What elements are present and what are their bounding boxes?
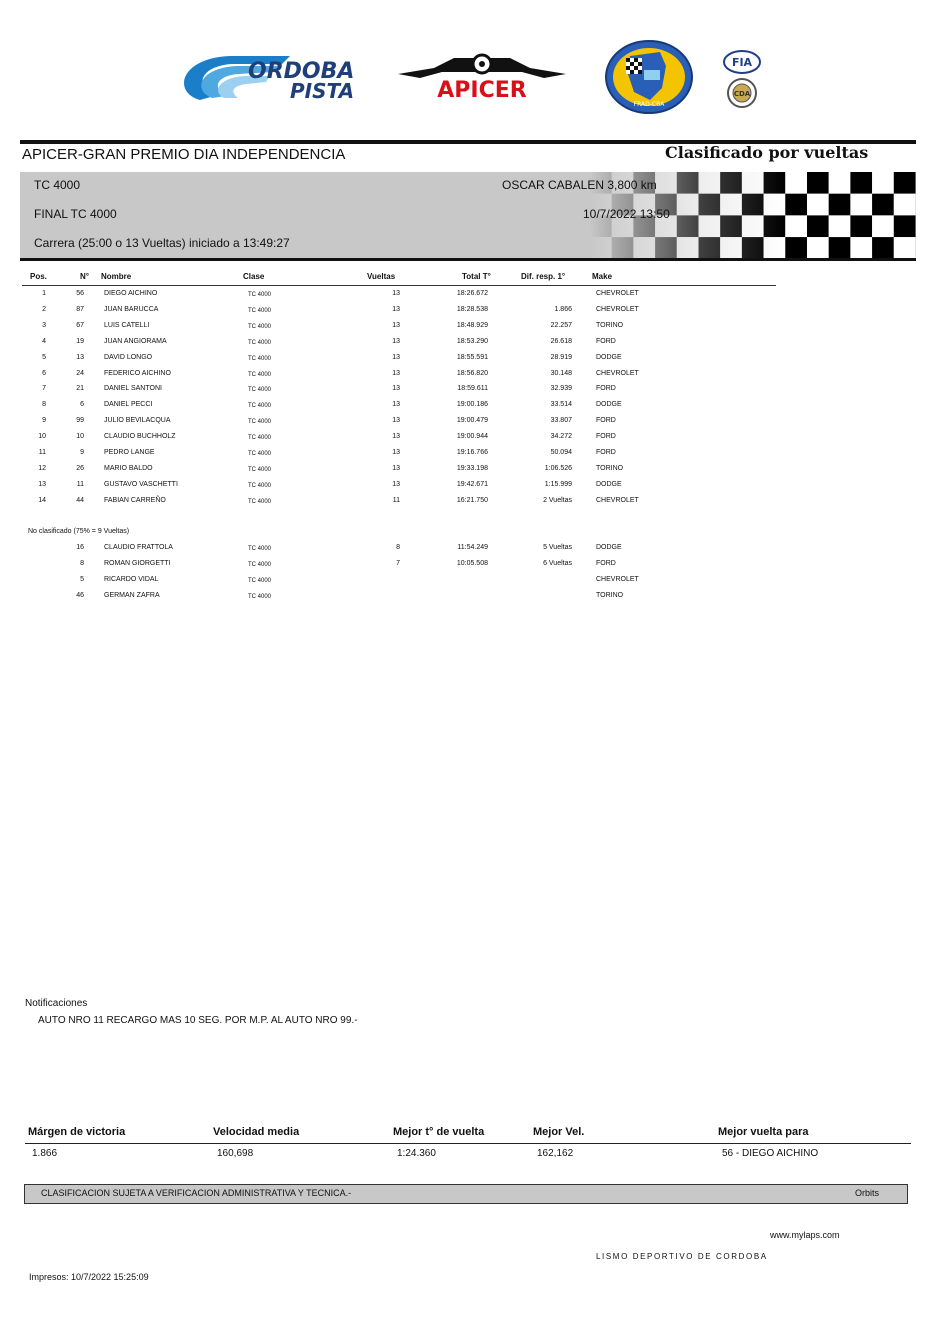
total-time-cell: 18:59.611	[457, 385, 488, 393]
make-cell: DODGE	[596, 480, 622, 488]
margin-label: Márgen de victoria	[28, 1126, 126, 1138]
col-diff: Dif. resp. 1°	[521, 272, 566, 281]
class-cell: TC 4000	[248, 339, 272, 346]
car-number-cell: 13	[76, 353, 84, 361]
race-info-label: Carrera (25:00 o 13 Vueltas) iniciado a 13:49:27	[34, 236, 290, 250]
gap-cell: 22.257	[550, 321, 572, 329]
make-cell: FORD	[596, 337, 616, 345]
laps-cell: 13	[392, 401, 400, 409]
table-row	[0, 385, 944, 401]
total-time-cell: 19:33.198	[456, 464, 488, 472]
table-row	[0, 481, 944, 497]
gap-cell: 5 Vueltas	[543, 544, 572, 551]
best-speed-label: Mejor Vel.	[533, 1126, 585, 1138]
laps-cell: 13	[392, 353, 400, 361]
table-row	[0, 322, 944, 338]
position-cell: 2	[42, 305, 46, 313]
gap-cell: 6 Vueltas	[543, 559, 572, 567]
pista-logo-text: PISTA	[290, 79, 355, 102]
car-number-cell: 21	[76, 385, 84, 393]
car-number-cell: 46	[76, 591, 84, 599]
car-number-cell: 56	[76, 290, 84, 297]
best-lap-label: Mejor t° de vuelta	[393, 1126, 485, 1138]
table-row	[0, 306, 944, 322]
not-classified-label: No clasificado (75% = 9 Vueltas)	[28, 528, 130, 535]
best-lap-for-label: Mejor vuelta para	[718, 1126, 809, 1138]
class-cell: TC 4000	[248, 371, 272, 378]
make-cell: TORINO	[596, 321, 624, 329]
total-time-cell: 19:42.671	[456, 480, 488, 488]
laps-cell: 8	[396, 544, 400, 551]
cordoba-pista-logo	[170, 52, 370, 102]
class-cell: TC 4000	[248, 403, 272, 410]
driver-name-cell: FEDERICO AICHINO	[104, 369, 171, 377]
car-number-cell: 8	[80, 559, 84, 567]
category-label: TC 4000	[34, 178, 81, 192]
car-number-cell: 67	[76, 321, 84, 329]
cda-logo-text: CDA	[733, 90, 751, 98]
driver-name-cell: GUSTAVO VASCHETTI	[104, 480, 178, 488]
orbits-brand: Orbits	[854, 1188, 879, 1198]
table-header-rule	[22, 285, 776, 286]
make-cell: CHEVROLET	[596, 575, 639, 583]
driver-name-cell: PEDRO LANGE	[104, 449, 155, 456]
laps-cell: 13	[392, 417, 400, 425]
gap-cell: 2 Vueltas	[543, 496, 572, 504]
cda-logo	[724, 78, 760, 108]
session-label: FINAL TC 4000	[34, 207, 117, 221]
position-cell: 14	[38, 496, 46, 504]
table-row	[0, 417, 944, 433]
class-cell: TC 4000	[248, 466, 272, 473]
speed-value: 160,698	[217, 1148, 254, 1159]
make-cell: DODGE	[596, 353, 622, 361]
car-number-cell: 11	[76, 480, 84, 488]
position-cell: 10	[38, 433, 46, 441]
car-number-cell: 6	[80, 401, 84, 409]
gap-cell: 28.919	[550, 353, 572, 361]
driver-name-cell: ROMAN GIORGETTI	[104, 559, 171, 567]
apicer-logo	[394, 52, 570, 100]
fia-logo	[722, 50, 762, 74]
table-row	[0, 449, 944, 465]
class-cell: TC 4000	[248, 451, 272, 457]
car-number-cell: 99	[76, 417, 84, 425]
class-cell: TC 4000	[248, 307, 272, 314]
car-number-cell: 5	[80, 575, 84, 583]
table-row	[0, 560, 944, 576]
make-cell: TORINO	[596, 591, 624, 599]
table-row	[0, 592, 944, 608]
table-row	[0, 465, 944, 481]
class-cell: TC 4000	[248, 355, 272, 362]
fia-logo-text: FIA	[731, 56, 753, 69]
total-time-cell: 18:53.290	[456, 337, 488, 345]
position-cell: 12	[38, 464, 46, 472]
laps-cell: 13	[392, 321, 400, 329]
make-cell: DODGE	[596, 544, 622, 551]
total-time-cell: 19:00.186	[456, 401, 488, 409]
speed-label: Velocidad media	[213, 1126, 300, 1138]
make-cell: CHEVROLET	[596, 305, 639, 313]
organizer-text: LISMO DEPORTIVO DE CORDOBA	[596, 1252, 768, 1261]
gap-cell: 32.939	[550, 385, 572, 393]
summary-rule	[25, 1143, 911, 1144]
total-time-cell: 19:00.944	[456, 433, 488, 441]
best-lap-value: 1:24.360	[397, 1148, 436, 1159]
margin-value: 1.866	[32, 1148, 58, 1159]
class-cell: TC 4000	[248, 546, 272, 552]
table-row	[0, 497, 944, 513]
position-cell: 11	[38, 449, 46, 456]
driver-name-cell: DIEGO AICHINO	[104, 290, 158, 297]
laps-cell: 13	[392, 305, 400, 313]
make-cell: CHEVROLET	[596, 290, 639, 297]
total-time-cell: 18:56.820	[456, 369, 488, 377]
class-cell: TC 4000	[248, 577, 272, 584]
date-time-label: 10/7/2022 13:50	[583, 207, 670, 221]
best-speed-value: 162,162	[537, 1148, 574, 1159]
make-cell: FORD	[596, 433, 616, 441]
make-cell: FORD	[596, 385, 616, 393]
make-cell: FORD	[596, 559, 616, 567]
col-num: N°	[80, 272, 89, 281]
event-title: APICER-GRAN PREMIO DIA INDEPENDENCIA	[22, 146, 346, 163]
cordoba-logo-text: ORDOBA	[248, 59, 355, 84]
total-time-cell: 18:48.929	[456, 321, 488, 329]
driver-name-cell: GERMAN ZAFRA	[104, 591, 160, 599]
class-cell: TC 4000	[248, 561, 272, 568]
total-time-cell: 18:28.538	[456, 305, 488, 313]
laps-cell: 7	[396, 559, 400, 567]
position-cell: 8	[42, 401, 46, 409]
disclaimer-box	[24, 1184, 908, 1204]
class-cell: TC 4000	[248, 482, 272, 489]
position-cell: 6	[42, 369, 46, 377]
laps-cell: 11	[392, 496, 400, 504]
total-time-cell: 16:21.750	[456, 496, 488, 504]
header-bottom-rule	[20, 258, 916, 261]
total-time-cell: 19:16.766	[456, 449, 488, 456]
car-number-cell: 19	[76, 337, 84, 345]
car-number-cell: 26	[76, 464, 84, 472]
car-number-cell: 10	[76, 433, 84, 441]
gap-cell: 26.618	[550, 337, 572, 345]
col-name: Nombre	[101, 272, 132, 281]
position-cell: 13	[38, 480, 46, 488]
make-cell: CHEVROLET	[596, 369, 639, 377]
table-row	[0, 433, 944, 449]
gap-cell: 1:06.526	[544, 464, 572, 472]
driver-name-cell: DANIEL PECCI	[104, 401, 153, 409]
position-cell: 3	[42, 321, 46, 329]
car-number-cell: 24	[76, 369, 84, 377]
total-time-cell: 18:26.672	[456, 290, 488, 297]
position-cell: 7	[42, 385, 46, 393]
driver-name-cell: JUAN BARUCCA	[104, 305, 159, 313]
position-cell: 1	[42, 290, 46, 297]
notifications-text: AUTO NRO 11 RECARGO MAS 10 SEG. POR M.P. AL AUTO NRO 99.-	[38, 1015, 358, 1026]
col-total: Total T°	[462, 272, 491, 281]
position-cell: 4	[42, 337, 46, 345]
table-row	[0, 544, 944, 560]
car-number-cell: 44	[76, 496, 84, 504]
class-cell: TC 4000	[248, 292, 272, 298]
laps-cell: 13	[392, 433, 400, 441]
class-cell: TC 4000	[248, 419, 272, 426]
make-cell: FORD	[596, 417, 616, 425]
best-lap-for-value: 56 - DIEGO AICHINO	[722, 1148, 819, 1159]
make-cell: CHEVROLET	[596, 496, 639, 504]
laps-cell: 13	[392, 369, 400, 377]
make-cell: DODGE	[596, 401, 622, 409]
frad-logo-text: FRAD-CBA	[633, 101, 665, 108]
gap-cell: 33.807	[550, 417, 572, 425]
driver-name-cell: JUAN ANGIORAMA	[104, 337, 167, 345]
class-cell: TC 4000	[248, 498, 272, 505]
driver-name-cell: DAVID LONGO	[104, 353, 153, 361]
class-cell: TC 4000	[248, 387, 272, 394]
driver-name-cell: FABIAN CARREÑO	[104, 496, 166, 504]
gap-cell: 1.866	[554, 305, 572, 313]
gap-cell: 1:15.999	[544, 480, 572, 488]
notifications-title: Notificaciones	[25, 998, 88, 1009]
website-link[interactable]: www.mylaps.com	[770, 1230, 840, 1240]
laps-cell: 13	[392, 464, 400, 472]
total-time-cell: 19:00.479	[456, 417, 488, 425]
driver-name-cell: JULIO BEVILACQUA	[104, 417, 171, 425]
col-pos: Pos.	[30, 272, 47, 281]
classification-title: Clasificado por vueltas	[665, 143, 869, 162]
make-cell: FORD	[596, 449, 616, 456]
driver-name-cell: RICARDO VIDAL	[104, 575, 159, 583]
apicer-logo-text: APICER	[437, 78, 527, 100]
gap-cell: 30.148	[550, 369, 572, 377]
make-cell: TORINO	[596, 464, 624, 472]
circuit-label: OSCAR CABALEN 3,800 km	[502, 178, 657, 192]
table-row	[0, 401, 944, 417]
laps-cell: 13	[392, 449, 400, 456]
disclaimer-text: CLASIFICACION SUJETA A VERIFICACION ADMINISTRATIVA Y TECNICA.-	[41, 1188, 352, 1198]
driver-name-cell: CLAUDIO FRATTOLA	[104, 544, 173, 551]
table-row	[0, 576, 944, 592]
laps-cell: 13	[392, 385, 400, 393]
gap-cell: 33.514	[550, 401, 572, 409]
frad-cba-logo	[604, 40, 694, 114]
car-number-cell: 16	[76, 544, 84, 551]
car-number-cell: 87	[76, 305, 84, 313]
driver-name-cell: CLAUDIO BUCHHOLZ	[104, 433, 176, 441]
col-class: Clase	[243, 272, 265, 281]
total-time-cell: 11:54.249	[457, 544, 488, 551]
driver-name-cell: LUIS CATELLI	[104, 321, 150, 329]
car-number-cell: 9	[80, 449, 84, 456]
table-row	[0, 290, 944, 306]
printed-timestamp: Impresos: 10/7/2022 15:25:09	[29, 1272, 149, 1282]
table-row	[0, 354, 944, 370]
table-row	[0, 370, 944, 386]
col-laps: Vueltas	[367, 272, 396, 281]
class-cell: TC 4000	[248, 435, 272, 442]
laps-cell: 13	[392, 480, 400, 488]
col-make: Make	[592, 272, 613, 281]
gap-cell: 34.272	[550, 433, 572, 441]
position-cell: 9	[42, 417, 46, 425]
laps-cell: 13	[392, 337, 400, 345]
class-cell: TC 4000	[248, 593, 272, 600]
position-cell: 5	[42, 353, 46, 361]
gap-cell: 50.094	[550, 449, 572, 456]
class-cell: TC 4000	[248, 323, 272, 330]
laps-cell: 13	[392, 290, 400, 297]
table-row	[0, 338, 944, 354]
driver-name-cell: DANIEL SANTONI	[104, 385, 162, 393]
total-time-cell: 10:05.508	[456, 559, 488, 567]
total-time-cell: 18:55.591	[456, 353, 488, 361]
driver-name-cell: MARIO BALDO	[104, 464, 153, 472]
